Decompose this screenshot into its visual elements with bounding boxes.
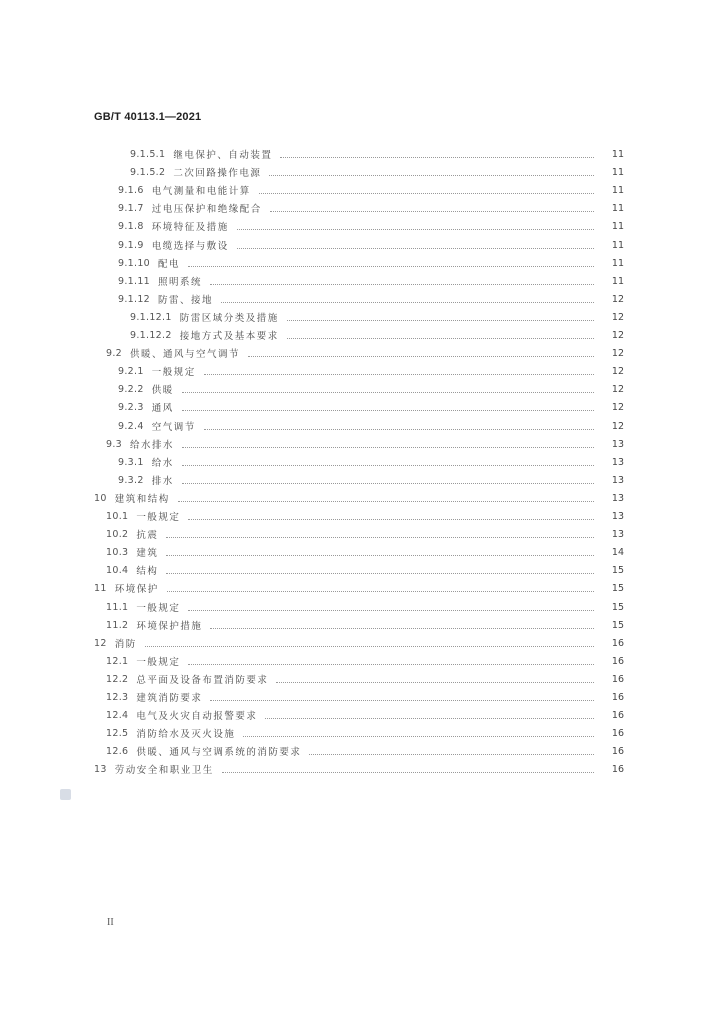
toc-entry[interactable]: [0, 579, 724, 597]
toc-entry-title: 建筑: [136, 548, 159, 559]
toc-entry[interactable]: [0, 344, 724, 362]
toc-leader-dots: [210, 627, 594, 629]
toc-entry-title: 一般规定: [136, 657, 181, 668]
toc-entry[interactable]: [0, 290, 724, 308]
toc-entry[interactable]: [0, 308, 724, 326]
toc-entry-page: 15: [611, 601, 624, 613]
toc-entry-title: 消防: [114, 639, 137, 650]
toc-entry-number: 9.1.7: [118, 202, 144, 214]
toc-entry[interactable]: [0, 417, 724, 435]
toc-entry[interactable]: [0, 598, 724, 616]
toc-entry-number: 9.1.8: [118, 220, 144, 232]
toc-entry-page: 16: [611, 673, 624, 685]
toc-entry-title: 结构: [136, 566, 159, 577]
toc-entry[interactable]: [0, 724, 724, 742]
toc-entry-title: 二次回路操作电源: [173, 168, 262, 179]
toc-leader-dots: [182, 409, 594, 411]
toc-entry-page: 12: [611, 293, 624, 305]
toc-entry-title: 建筑和结构: [114, 494, 170, 505]
toc-entry[interactable]: [0, 706, 724, 724]
toc-entry-page: 12: [611, 329, 624, 341]
toc-leader-dots: [309, 753, 594, 755]
toc-entry[interactable]: [0, 453, 724, 471]
toc-entry[interactable]: [0, 236, 724, 254]
toc-entry-page: 16: [611, 745, 624, 757]
toc-entry[interactable]: [0, 652, 724, 670]
toc-entry-number: 12.4: [106, 709, 129, 721]
toc-entry-number: 9.3.2: [118, 474, 144, 486]
toc-entry-page: 16: [611, 691, 624, 703]
toc-entry-number: 10: [94, 492, 107, 504]
toc-entry-page: 11: [611, 166, 624, 178]
toc-leader-dots: [221, 301, 594, 303]
toc-leader-dots: [178, 500, 594, 502]
toc-entry-title: 电气及火灾自动报警要求: [136, 711, 258, 722]
toc-entry[interactable]: [0, 398, 724, 416]
toc-leader-dots: [188, 663, 594, 665]
toc-entry[interactable]: [0, 435, 724, 453]
toc-entry-number: 9.3: [106, 438, 123, 450]
toc-leader-dots: [243, 735, 594, 737]
toc-entry-title: 通风: [151, 403, 174, 414]
toc-leader-dots: [222, 771, 594, 773]
toc-leader-dots: [182, 446, 594, 448]
toc-entry-title: 配电: [158, 259, 181, 270]
toc-entry-title: 一般规定: [136, 603, 181, 614]
toc-leader-dots: [182, 464, 594, 466]
toc-leader-dots: [237, 228, 594, 230]
toc-leader-dots: [188, 609, 594, 611]
toc-leader-dots: [237, 247, 594, 249]
toc-leader-dots: [248, 355, 594, 357]
toc-entry-page: 14: [611, 546, 624, 558]
toc-leader-dots: [210, 699, 594, 701]
toc-entry[interactable]: [0, 561, 724, 579]
toc-entry-title: 供暖、通风与空调系统的消防要求: [136, 747, 302, 758]
toc-entry-title: 接地方式及基本要求: [179, 331, 279, 342]
toc-entry-number: 9.1.5.2: [130, 166, 166, 178]
toc-entry[interactable]: [0, 217, 724, 235]
toc-entry-page: 12: [611, 347, 624, 359]
toc-entry[interactable]: [0, 181, 724, 199]
toc-leader-dots: [280, 156, 594, 158]
toc-entry-title: 电气测量和电能计算: [151, 186, 251, 197]
toc-entry[interactable]: [0, 543, 724, 561]
toc-entry-page: 12: [611, 311, 624, 323]
toc-entry[interactable]: [0, 471, 724, 489]
toc-entry-page: 12: [611, 383, 624, 395]
toc-entry[interactable]: [0, 489, 724, 507]
toc-entry-title: 一般规定: [151, 367, 196, 378]
toc-entry-page: 15: [611, 564, 624, 576]
toc-leader-dots: [204, 428, 594, 430]
toc-leader-dots: [269, 174, 594, 176]
toc-entry-number: 11.2: [106, 619, 129, 631]
toc-entry-page: 12: [611, 365, 624, 377]
toc-leader-dots: [182, 482, 594, 484]
toc-entry-title: 给水排水: [130, 440, 175, 451]
toc-entry[interactable]: [0, 326, 724, 344]
toc-entry[interactable]: [0, 507, 724, 525]
toc-leader-dots: [188, 518, 594, 520]
toc-entry-number: 9.3.1: [118, 456, 144, 468]
toc-entry-page: 11: [611, 275, 624, 287]
toc-entry-title: 供暖、通风与空气调节: [130, 349, 241, 360]
toc-entry-page: 11: [611, 184, 624, 196]
toc-entry-title: 消防给水及灭火设施: [136, 729, 236, 740]
toc-entry-number: 9.1.12: [118, 293, 151, 305]
toc-entry-page: 12: [611, 420, 624, 432]
toc-leader-dots: [287, 319, 594, 321]
toc-entry-number: 10.2: [106, 528, 129, 540]
toc-entry-page: 12: [611, 401, 624, 413]
toc-entry-page: 13: [611, 438, 624, 450]
toc-entry-title: 继电保护、自动装置: [173, 150, 273, 161]
toc-entry-page: 15: [611, 582, 624, 594]
toc-entry-number: 9.2.4: [118, 420, 144, 432]
toc-entry-title: 防雷区域分类及措施: [179, 313, 279, 324]
toc-entry[interactable]: [0, 254, 724, 272]
toc-entry-page: 13: [611, 456, 624, 468]
toc-entry-page: 16: [611, 637, 624, 649]
toc-leader-dots: [182, 391, 594, 393]
toc-entry[interactable]: [0, 525, 724, 543]
toc-entry-number: 9.1.10: [118, 257, 151, 269]
toc-entry[interactable]: [0, 634, 724, 652]
toc-entry-page: 13: [611, 510, 624, 522]
toc-entry-number: 11: [94, 582, 107, 594]
toc-entry-number: 12: [94, 637, 107, 649]
toc-entry-number: 9.1.9: [118, 239, 144, 251]
toc-entry-title: 劳动安全和职业卫生: [114, 765, 214, 776]
page-number: II: [107, 917, 114, 928]
toc-entry-title: 防雷、接地: [158, 295, 214, 306]
toc-entry-page: 16: [611, 655, 624, 667]
toc-entry-page: 16: [611, 727, 624, 739]
toc-entry-page: 11: [611, 148, 624, 160]
toc-entry-page: 11: [611, 239, 624, 251]
toc-leader-dots: [270, 210, 594, 212]
toc-entry-title: 环境保护措施: [136, 621, 203, 632]
toc-entry[interactable]: [0, 760, 724, 778]
toc-entry-page: 11: [611, 202, 624, 214]
toc-entry-number: 12.5: [106, 727, 129, 739]
toc-entry-page: 11: [611, 220, 624, 232]
toc-entry-title: 排水: [151, 476, 174, 487]
toc-entry-number: 10.1: [106, 510, 129, 522]
toc-entry-title: 抗震: [136, 530, 159, 541]
toc-entry-title: 环境特征及措施: [151, 222, 229, 233]
toc-entry[interactable]: [0, 742, 724, 760]
toc-entry-number: 10.3: [106, 546, 129, 558]
toc-entry-page: 13: [611, 474, 624, 486]
toc-entry-number: 9.2.1: [118, 365, 144, 377]
toc-entry-number: 9.1.12.1: [130, 311, 172, 323]
watermark-stamp-icon: [60, 789, 71, 800]
toc-entry-number: 9.1.5.1: [130, 148, 166, 160]
toc-entry[interactable]: [0, 688, 724, 706]
toc-entry[interactable]: [0, 616, 724, 634]
toc-entry[interactable]: [0, 670, 724, 688]
toc-entry[interactable]: [0, 145, 724, 163]
toc-leader-dots: [188, 265, 594, 267]
toc-entry-number: 12.3: [106, 691, 129, 703]
toc-entry-title: 过电压保护和绝缘配合: [151, 204, 262, 215]
toc-entry-title: 给水: [151, 458, 174, 469]
toc-leader-dots: [166, 572, 594, 574]
toc-entry-title: 总平面及设备布置消防要求: [136, 675, 269, 686]
toc-leader-dots: [276, 681, 594, 683]
toc-leader-dots: [166, 554, 594, 556]
toc-entry-number: 10.4: [106, 564, 129, 576]
toc-leader-dots: [210, 283, 594, 285]
toc-entry-page: 13: [611, 528, 624, 540]
toc-entry-number: 12.2: [106, 673, 129, 685]
toc-entry-number: 11.1: [106, 601, 129, 613]
standard-number: GB/T 40113.1—2021: [94, 111, 202, 123]
toc-entry[interactable]: [0, 163, 724, 181]
toc-entry-number: 9.2: [106, 347, 123, 359]
toc-entry-number: 9.1.6: [118, 184, 144, 196]
toc-entry-title: 环境保护: [114, 584, 159, 595]
toc-entry[interactable]: [0, 199, 724, 217]
toc-leader-dots: [145, 645, 594, 647]
toc-entry-title: 供暖: [151, 385, 174, 396]
toc-leader-dots: [287, 337, 594, 339]
toc-leader-dots: [265, 717, 594, 719]
toc-entry-number: 12.1: [106, 655, 129, 667]
toc-leader-dots: [204, 373, 594, 375]
toc-entry-number: 12.6: [106, 745, 129, 757]
toc-entry[interactable]: [0, 380, 724, 398]
toc-leader-dots: [259, 192, 594, 194]
toc-entry[interactable]: [0, 272, 724, 290]
toc-entry-page: 16: [611, 709, 624, 721]
toc-entry[interactable]: [0, 362, 724, 380]
toc-entry-number: 9.1.12.2: [130, 329, 172, 341]
toc-leader-dots: [167, 590, 594, 592]
toc-entry-number: 9.2.2: [118, 383, 144, 395]
toc-entry-number: 13: [94, 763, 107, 775]
toc-entry-page: 16: [611, 763, 624, 775]
toc-entry-page: 11: [611, 257, 624, 269]
toc-entry-title: 电缆选择与敷设: [151, 241, 229, 252]
toc-entry-title: 一般规定: [136, 512, 181, 523]
toc-entry-title: 照明系统: [158, 277, 203, 288]
toc-entry-title: 空气调节: [151, 422, 196, 433]
toc-entry-number: 9.1.11: [118, 275, 151, 287]
toc-entry-page: 13: [611, 492, 624, 504]
toc-leader-dots: [166, 536, 594, 538]
toc-entry-page: 15: [611, 619, 624, 631]
toc-entry-number: 9.2.3: [118, 401, 144, 413]
toc-entry-title: 建筑消防要求: [136, 693, 203, 704]
